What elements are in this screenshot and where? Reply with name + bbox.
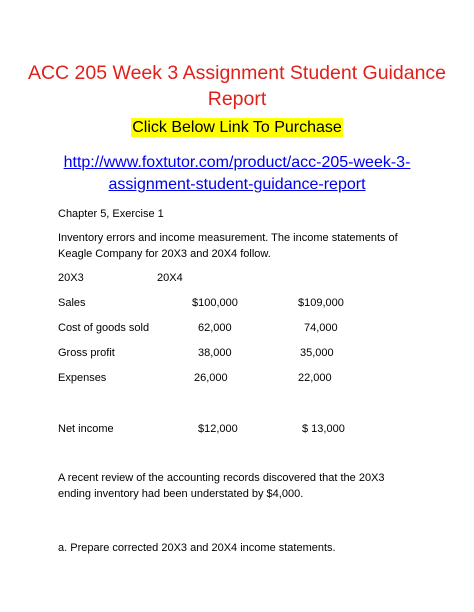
net-income-20x4-value: $ 13,000 (302, 423, 345, 435)
intro-text-line-2: Keagle Company for 20X3 and 20X4 follow. (58, 248, 271, 260)
task-instruction: a. Prepare corrected 20X3 and 20X4 income statements. (58, 542, 336, 554)
page-title-line-1: ACC 205 Week 3 Assignment Student Guidance (27, 62, 447, 84)
year-header-20x4: 20X4 (157, 272, 183, 284)
purchase-callout (0, 118, 474, 138)
row-label-sales: Sales (58, 297, 86, 309)
row-label-gross-profit: Gross profit (58, 347, 115, 359)
chapter-heading: Chapter 5, Exercise 1 (58, 208, 164, 220)
year-header-20x3: 20X3 (58, 272, 84, 284)
purchase-link-line-1[interactable]: http://www.foxtutor.com/product/acc-205-week-3- (63, 154, 411, 171)
cogs-20x3-value: 62,000 (198, 322, 232, 334)
cogs-20x4-value: 74,000 (304, 322, 338, 334)
expenses-20x4-value: 22,000 (298, 372, 332, 384)
row-label-cogs: Cost of goods sold (58, 322, 150, 334)
intro-text-line-1: Inventory errors and income measurement. The income statements of (58, 232, 398, 244)
sales-20x4-value: $109,000 (298, 297, 344, 309)
expenses-20x3-value: 26,000 (194, 372, 228, 384)
row-label-net-income: Net income (58, 423, 114, 435)
purchase-link-line-2[interactable]: assignment-student-guidance-report (108, 176, 366, 193)
net-income-20x3-value: $12,000 (198, 423, 238, 435)
sales-20x3-value: $100,000 (192, 297, 238, 309)
gross-profit-20x4-value: 35,000 (300, 347, 334, 359)
page-title-line-2: Report (207, 88, 267, 110)
purchase-highlight-text: Click Below Link To Purchase (132, 119, 342, 136)
row-label-expenses: Expenses (58, 372, 107, 384)
gross-profit-20x3-value: 38,000 (198, 347, 232, 359)
review-text-line-2: ending inventory had been understated by $4,000. (58, 488, 304, 500)
review-text-line-1: A recent review of the accounting records discovered that the 20X3 (58, 472, 385, 484)
